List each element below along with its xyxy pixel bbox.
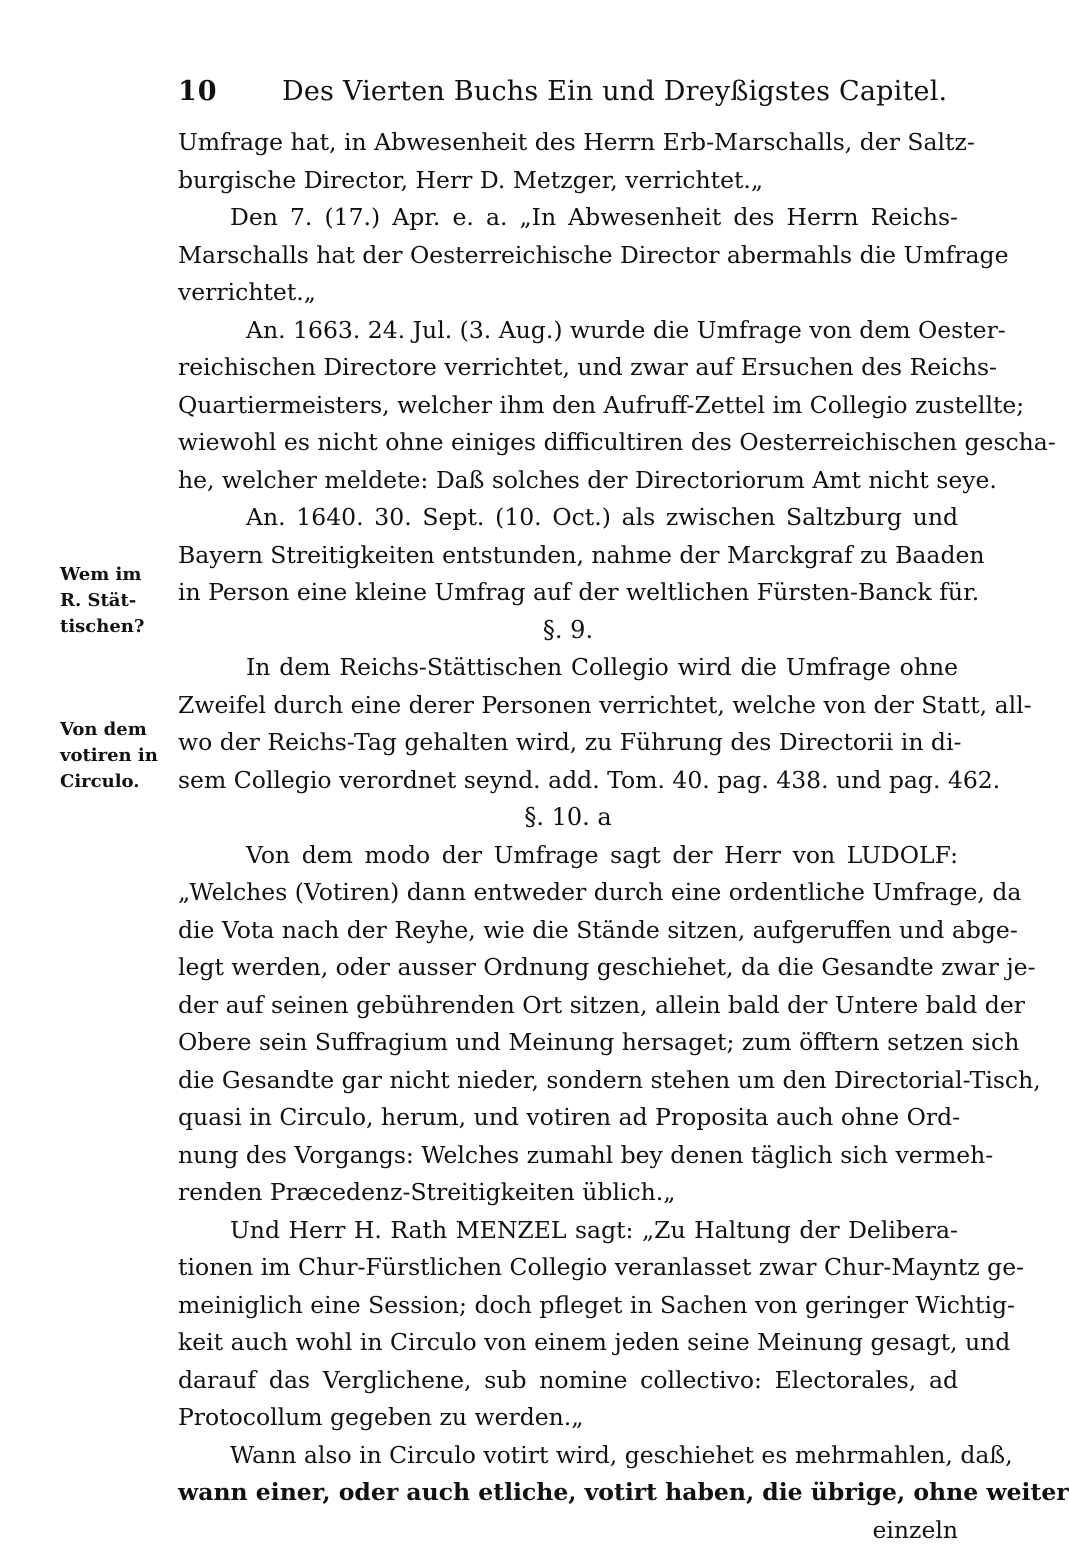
text-line: Den 7. (17.) Apr. e. a. „In Abwesenheit des Herrn Reichs-: [178, 199, 958, 237]
text-line: nung des Vorgangs: Welches zumahl bey denen täglich sich vermeh-: [178, 1137, 958, 1175]
text-line: wiewohl es nicht ohne einiges difficultiren des Oesterreichischen gescha-: [178, 424, 958, 462]
text-line: An. 1663. 24. Jul. (3. Aug.) wurde die Umfrage von dem Oester-: [178, 312, 958, 350]
text-line: sem Collegio verordnet seynd. add. Tom. 40. pag. 438. und pag. 462.: [178, 762, 958, 800]
margin-note-line: Circulo.: [60, 769, 172, 795]
text-line: meiniglich eine Session; doch pfleget in Sachen von geringer Wichtig-: [178, 1287, 958, 1325]
margin-note-stattischen: [60, 562, 172, 640]
text-line: burgische Director, Herr D. Metzger, verrichtet.„: [178, 162, 958, 200]
text-line: Und Herr H. Rath MENZEL sagt: „Zu Haltung der Delibera-: [178, 1212, 958, 1250]
text-line: renden Præcedenz-Streitigkeiten üblich.„: [178, 1174, 958, 1212]
section-heading: §. 9.: [178, 612, 958, 650]
running-title: Des Vierten Buchs Ein und Dreyßigstes Capitel.: [282, 72, 947, 112]
text-line: „Welches (Votiren) dann entweder durch eine ordentliche Umfrage, da: [178, 874, 958, 912]
text-line: legt werden, oder ausser Ordnung geschiehet, da die Gesandte zwar je-: [178, 949, 958, 987]
text-line: wo der Reichs-Tag gehalten wird, zu Führung des Directorii in di-: [178, 724, 958, 762]
page-number: 10: [178, 72, 218, 112]
text-line: Zweifel durch eine derer Personen verrichtet, welche von der Statt, all-: [178, 687, 958, 725]
margin-note-circulo: [60, 717, 172, 795]
margin-note-line: Wem im: [60, 562, 172, 588]
text-line: der auf seinen gebührenden Ort sitzen, allein bald der Untere bald der: [178, 987, 958, 1025]
page-header: [178, 72, 958, 112]
text-line: reichischen Directore verrichtet, und zwar auf Ersuchen des Reichs-: [178, 349, 958, 387]
text-line: Marschalls hat der Oesterreichische Director abermahls die Umfrage: [178, 237, 958, 275]
text-line: he, welcher meldete: Daß solches der Directoriorum Amt nicht seye.: [178, 462, 958, 500]
text-line: darauf das Verglichene, sub nomine collectivo: Electorales, ad: [178, 1362, 958, 1400]
text-line: tionen im Chur-Fürstlichen Collegio veranlasset zwar Chur-Mayntz ge-: [178, 1249, 958, 1287]
text-line: keit auch wohl in Circulo von einem jeden seine Meinung gesagt, und: [178, 1324, 958, 1362]
text-line: Obere sein Suffragium und Meinung hersaget; zum öfftern setzen sich: [178, 1024, 958, 1062]
section-heading: §. 10. a: [178, 799, 958, 837]
body-text: [178, 124, 958, 1549]
text-line: Von dem modo der Umfrage sagt der Herr von LUDOLF:: [178, 837, 958, 875]
text-line: Wann also in Circulo votirt wird, geschiehet es mehrmahlen, daß,: [178, 1437, 958, 1475]
text-line: In dem Reichs-Stättischen Collegio wird die Umfrage ohne: [178, 649, 958, 687]
margin-note-line: R. Stät-: [60, 588, 172, 614]
text-line: Bayern Streitigkeiten entstunden, nahme der Marckgraf zu Baaden: [178, 537, 958, 575]
margin-note-line: tischen?: [60, 614, 172, 640]
text-line: die Gesandte gar nicht nieder, sondern stehen um den Directorial-Tisch,: [178, 1062, 958, 1100]
text-line: die Vota nach der Reyhe, wie die Stände sitzen, aufgeruffen und abge-: [178, 912, 958, 950]
text-line: wann einer, oder auch etliche, votirt haben, die übrige, ohne weiter: [178, 1474, 958, 1512]
text-line: in Person eine kleine Umfrag auf der weltlichen Fürsten-Banck für.: [178, 574, 958, 612]
margin-note-line: Von dem: [60, 717, 172, 743]
text-line: Quartiermeisters, welcher ihm den Aufruff-Zettel im Collegio zustellte;: [178, 387, 958, 425]
text-line: Protocollum gegeben zu werden.„: [178, 1399, 958, 1437]
text-line: An. 1640. 30. Sept. (10. Oct.) als zwischen Saltzburg und: [178, 499, 958, 537]
margin-note-line: votiren in: [60, 743, 172, 769]
catchword: einzeln: [178, 1512, 958, 1549]
text-line: verrichtet.„: [178, 274, 958, 312]
text-line: quasi in Circulo, herum, und votiren ad Proposita auch ohne Ord-: [178, 1099, 958, 1137]
text-line: Umfrage hat, in Abwesenheit des Herrn Erb-Marschalls, der Saltz-: [178, 124, 958, 162]
